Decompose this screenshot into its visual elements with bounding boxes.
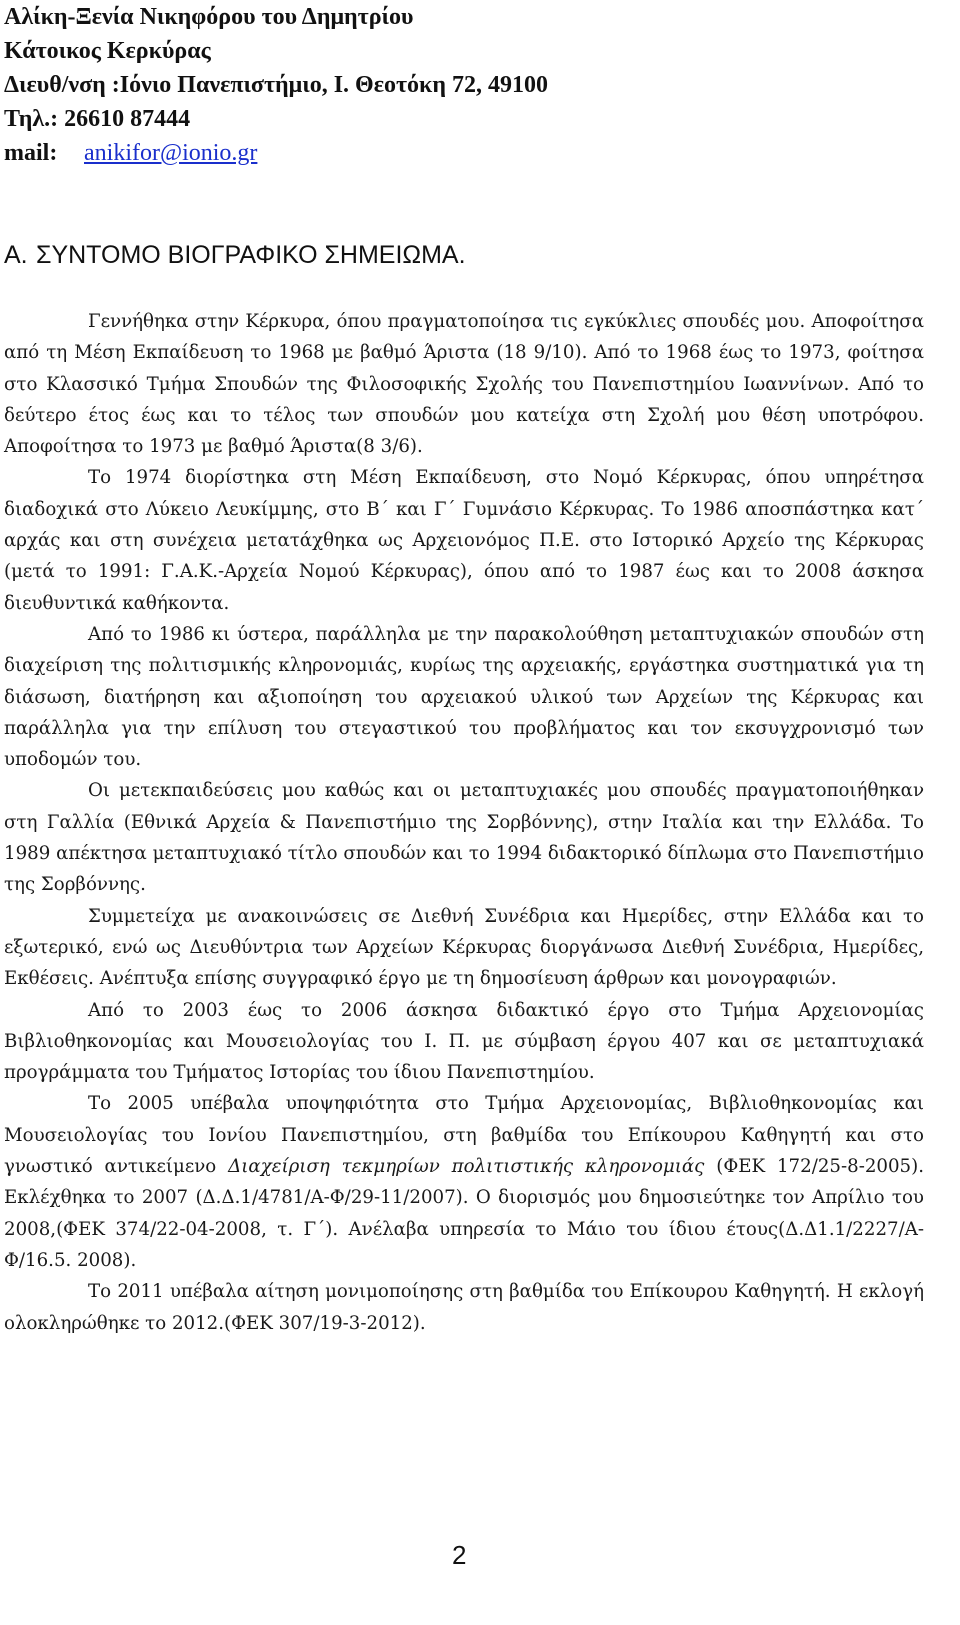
paragraph-postgraduate: Οι μετεκπαιδεύσεις μου καθώς και οι μεταπτυχιακές μου σπουδές πραγματοποιήθηκαν στη Γαλλία (Εθνικά Αρχεία & Πανεπιστήμιο της Σορβόννης), στην Ιταλία και την Ελλάδα. Το 1989 απέκτησα μεταπτυχιακό τίτλο σπουδών και το 1994 διδακτορικό δίπλωμα στο Πανεπιστήμιο της Σορβόννης. <box>4 780 924 896</box>
paragraph-education: Γεννήθηκα στην Κέρκυρα, όπου πραγματοποίησα τις εγκύκλιες σπουδές μου. Αποφοίτησα από τη Μέση Εκπαίδευση το 1968 με βαθμό Άριστα (18 9/10). Από το 1968 έως το 1973, φοίτησα στο Κλασσικό Τμήμα Σπουδών της Φιλοσοφικής Σχολής του Πανεπιστημίου Ιωαννίνων. Από το δεύτερο έτος έως και το τέλος των σπουδών μου κατείχα στη Σχολή μου θέση υποτρόφου. Αποφοίτησα το 1973 με βαθμό Άριστα(8 3/6). <box>4 311 924 458</box>
author-mail-line <box>4 136 548 170</box>
author-address: Διευθ/νση :Ιόνιο Πανεπιστήμιο, Ι. Θεοτόκη 72, 49100 <box>4 72 548 98</box>
section-heading <box>4 240 466 270</box>
paragraph-tenure: Το 2011 υπέβαλα αίτηση μονιμοποίησης στη βαθμίδα του Επίκουρου Καθηγητή. Η εκλογή ολοκληρώθηκε το 2012.(ΦΕΚ 307/19-3-2012). <box>4 1281 924 1334</box>
mail-label: mail: <box>4 140 58 166</box>
section-title: ΣΥΝΤΟΜΟ ΒΙΟΓΡΑΦΙΚΟ ΣΗΜΕΙΩΜΑ. <box>36 241 466 269</box>
paragraph-career: Το 1974 διορίστηκα στη Μέση Εκπαίδευση, στο Νομό Κέρκυρας, όπου υπηρέτησα διαδοχικά στο Λύκειο Λευκίμμης, στο Β΄ και Γ΄ Γυμνάσιο Κέρκυρας. Το 1986 αποσπάστηκα κατ΄ αρχάς και στη συνέχεια μετατάχθηκα ως Αρχειονόμος Π.Ε. στο Ιστορικό Αρχείο της Κέρκυρας (μετά το 1991: Γ.Α.Κ.-Αρχεία Νομού Κέρκυρας), όπου από το 1987 έως και το 2008 άσκησα διευθυντικά καθήκοντα. <box>4 467 924 614</box>
candidacy-text-start: Το 2005 υπέβαλα υποψηφιότητα στο Τμήμα Αρχειονομίας, Βιβλιοθηκονομίας και Μουσειολογίας του Ιονίου Πανεπιστημίου, στη βαθμίδα του Επίκουρου Καθηγητή και στο γνωστικό αντικείμενο <box>4 1093 924 1178</box>
subject-field-italic: Διαχείριση τεκμηρίων πολιτιστικής κληρονομιάς <box>228 1156 705 1178</box>
paragraph-teaching: Από το 2003 έως το 2006 άσκησα διδακτικό έργο στο Τμήμα Αρχειονομίας Βιβλιοθηκονομίας και Μουσειολογίας του Ι. Π. με σύμβαση έργου 407 και σε μεταπτυχιακά προγράμματα του Τμήματος Ιστορίας του ίδιου Πανεπιστημίου. <box>4 999 924 1084</box>
candidacy-text-end: (ΦΕΚ 172/25-8-2005). Εκλέχθηκα το 2007 (Δ.Δ.1/4781/Α-Φ/29-11/2007). Ο διορισμός μου δημοσιεύτηκε τον Απρίλιο του 2008,(ΦΕΚ 374/22-04-2008, τ. Γ΄). Ανέλαβα υπηρεσία το Μάιο του ίδιου έτους(Δ.Δ1.1/2227/Α-Φ/16.5. 2008). <box>4 1156 924 1271</box>
author-name: Αλίκη-Ξενία Νικηφόρου του Δημητρίου <box>4 4 414 30</box>
paragraph-candidacy <box>4 1088 924 1276</box>
page-number: 2 <box>452 1540 467 1570</box>
paragraph-heritage-work: Από το 1986 κι ύστερα, παράλληλα με την παρακολούθηση μεταπτυχιακών σπουδών στη διαχείριση της πολιτισμικής κληρονομιάς, κυρίως της αρχειακής, εργάστηκα συστηματικά για τη διάσωση, διατήρηση και αξιοποίηση του αρχειακού υλικού των Αρχείων της Κέρκυρας και παράλληλα για την επίλυση του στεγαστικού του προβλήματος και τον εκσυγχρονισμό των υποδομών του. <box>4 623 924 771</box>
email-link[interactable]: anikifor@ionio.gr <box>84 140 258 166</box>
section-number: Α. <box>4 241 28 269</box>
contact-header <box>4 0 548 170</box>
author-residence: Κάτοικος Κερκύρας <box>4 38 211 64</box>
author-phone: Τηλ.: 26610 87444 <box>4 106 191 132</box>
paragraph-conferences: Συμμετείχα με ανακοινώσεις σε Διεθνή Συνέδρια και Ημερίδες, στην Ελλάδα και το εξωτερικό, ενώ ως Διευθύντρια των Αρχείων Κέρκυρας διοργάνωσα Διεθνή Συνέδρια, Ημερίδες, Εκθέσεις. Ανέπτυξα επίσης συγγραφικό έργο με τη δημοσίευση άρθρων και μονογραφιών. <box>4 905 924 990</box>
biography-text <box>4 306 924 1339</box>
